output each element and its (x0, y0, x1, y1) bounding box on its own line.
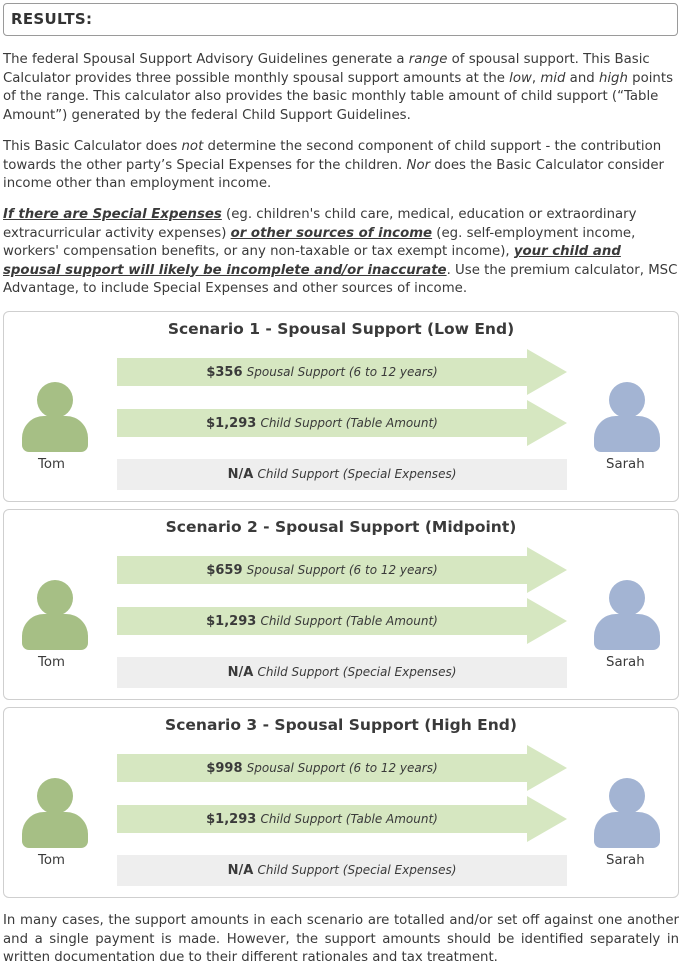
recipient-name: Sarah (606, 853, 645, 868)
child-special-amount: N/A (227, 467, 254, 482)
child-table-amount: $1,293 (206, 614, 257, 629)
footer-note: In many cases, the support amounts in each scenario are totalled and/or set off against one another and a single payment is made. However, the support amounts should be identified separately in written documentation due to their different rationales and tax treatment. (3, 913, 679, 965)
payor-name: Tom (38, 853, 65, 868)
scenario-title: Scenario 3 - Spousal Support (High End) (165, 716, 517, 734)
recipient-name: Sarah (606, 457, 645, 472)
special-expenses-bar (117, 459, 567, 490)
child-table-label: Child Support (Table Amount) (260, 416, 438, 430)
payor-person-icon (22, 580, 88, 650)
payor-name: Tom (38, 655, 65, 670)
spousal-support-arrow (117, 745, 567, 791)
child-special-label: Child Support (Special Expenses) (257, 665, 457, 679)
results-header: RESULTS: (3, 3, 678, 36)
intro-paragraph-1: The federal Spousal Support Advisory Guidelines generate a range of spousal support. This Basic Calculator provides three possible monthly spousal support amounts at the low, mid and high points of the range. This calculator also provides the basic monthly table amount of child support (“Table Amount”) generated by the federal Child Support Guidelines. (3, 52, 674, 123)
special-expenses-warning: If there are Special Expenses (eg. children's child care, medical, education or extraordinary extracurricular activity expenses) or other sources of income (eg. self-employment income, workers' compensation benefits, or any non-taxable or tax exempt income), your child and spousal support will likely be incomplete and/or inaccurate. Use the premium calculator, MSC Advantage, to include Special Expenses and other sources of income. (3, 207, 678, 296)
payor-person-icon (22, 382, 88, 452)
child-support-arrow (117, 400, 567, 446)
special-expenses-bar (117, 855, 567, 886)
spousal-amount: $356 (206, 365, 243, 380)
recipient-person-icon (594, 580, 660, 650)
child-special-amount: N/A (227, 665, 254, 680)
intro-paragraph-2: This Basic Calculator does not determine the second component of child support - the contribution towards the other party’s Special Expenses for the children. Nor does the Basic Calculator consider income other than employment income. (3, 139, 665, 191)
recipient-person-icon (594, 382, 660, 452)
spousal-support-arrow (117, 547, 567, 593)
spousal-label: Spousal Support (6 to 12 years) (246, 563, 438, 577)
scenario-card (3, 311, 679, 502)
payor-person-icon (22, 778, 88, 848)
payor-name: Tom (38, 457, 65, 472)
child-special-label: Child Support (Special Expenses) (257, 467, 457, 481)
child-support-arrow (117, 796, 567, 842)
spousal-label: Spousal Support (6 to 12 years) (246, 761, 438, 775)
child-support-arrow (117, 598, 567, 644)
scenario-title: Scenario 1 - Spousal Support (Low End) (167, 320, 515, 338)
spousal-support-arrow (117, 349, 567, 395)
recipient-person-icon (594, 778, 660, 848)
child-table-label: Child Support (Table Amount) (260, 812, 438, 826)
scenario-title: Scenario 2 - Spousal Support (Midpoint) (165, 518, 517, 536)
child-table-amount: $1,293 (206, 416, 257, 431)
child-special-amount: N/A (227, 863, 254, 878)
spousal-amount: $659 (206, 563, 243, 578)
spousal-label: Spousal Support (6 to 12 years) (246, 365, 438, 379)
child-table-amount: $1,293 (206, 812, 257, 827)
special-expenses-bar (117, 657, 567, 688)
child-table-label: Child Support (Table Amount) (260, 614, 438, 628)
spousal-amount: $998 (206, 761, 243, 776)
recipient-name: Sarah (606, 655, 645, 670)
scenario-card (3, 707, 679, 898)
child-special-label: Child Support (Special Expenses) (257, 863, 457, 877)
scenario-card (3, 509, 679, 700)
